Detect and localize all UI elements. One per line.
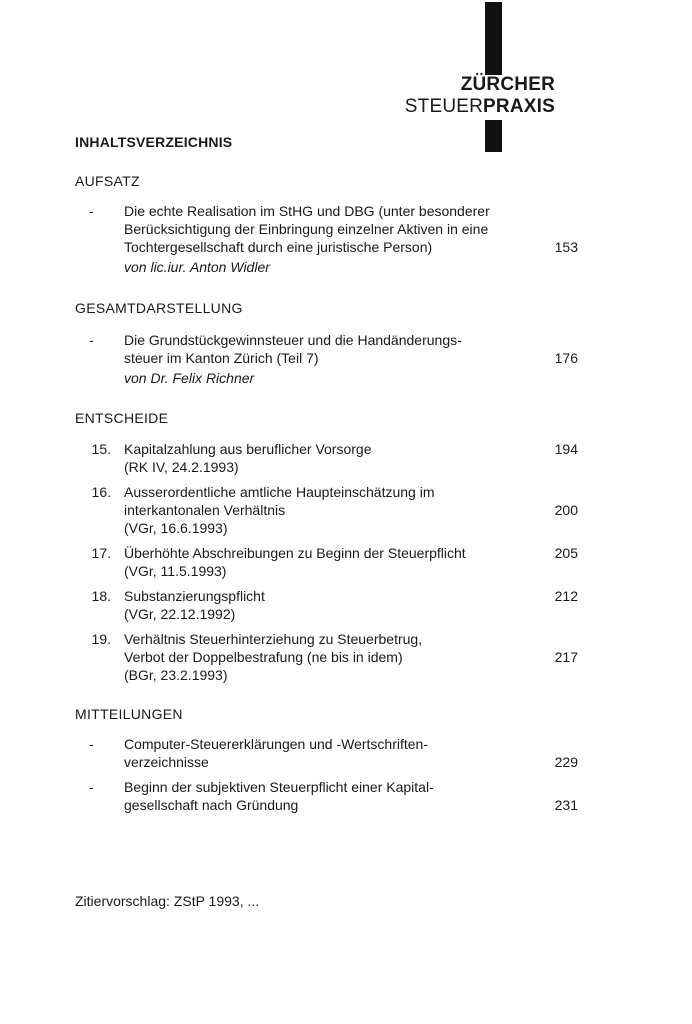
toc-title: INHALTSVERZEICHNIS xyxy=(75,134,233,150)
logo-line2-bold: PRAXIS xyxy=(483,96,555,117)
section-heading-gesamtdarstellung: GESAMTDARSTELLUNG xyxy=(75,300,243,316)
entry-line: Die Grundstückgewinnsteuer und die Handänderungs- xyxy=(124,332,462,348)
entry-text xyxy=(124,735,544,771)
entry-page-number: 194 xyxy=(554,441,578,457)
entry-page-number: 176 xyxy=(554,350,578,366)
entry-line: Kapitalzahlung aus beruflicher Vorsorge xyxy=(124,441,372,457)
logo-title-line2 xyxy=(405,96,555,118)
entry-marker: - xyxy=(89,203,94,219)
entry-line: steuer im Kanton Zürich (Teil 7) xyxy=(124,350,319,366)
section-heading-aufsatz: AUFSATZ xyxy=(75,173,140,189)
entry-page-number: 229 xyxy=(554,754,578,770)
entry-line: Substanzierungspflicht xyxy=(124,588,265,604)
entry-line: Verbot der Doppelbestrafung (ne bis in idem) xyxy=(124,649,403,665)
entry-line: (VGr, 16.6.1993) xyxy=(124,520,228,536)
entry-page-number: 231 xyxy=(554,797,578,813)
entry-line: Verhältnis Steuerhinterziehung zu Steuerbetrug, xyxy=(124,631,423,647)
entry-page-number: 217 xyxy=(554,649,578,665)
entry-line: verzeichnisse xyxy=(124,754,209,770)
citation-suggestion: Zitiervorschlag: ZStP 1993, ... xyxy=(75,893,260,909)
entry-text xyxy=(124,630,544,684)
entry-line: interkantonalen Verhältnis xyxy=(124,502,286,518)
logo-line2-regular: STEUER xyxy=(404,96,484,117)
entry-marker: - xyxy=(89,736,94,752)
entry-text xyxy=(124,331,544,387)
entry-text xyxy=(124,483,544,537)
section-heading-mitteilungen: MITTEILUNGEN xyxy=(75,706,183,722)
entry-line: Berücksichtigung der Einbringung einzelner Aktiven in eine xyxy=(124,221,489,237)
entry-page-number: 212 xyxy=(554,588,578,604)
entry-text xyxy=(124,202,544,276)
entry-page-number: 200 xyxy=(554,502,578,518)
entry-line: Beginn der subjektiven Steuerpflicht einer Kapital- xyxy=(124,779,434,795)
entry-author: von lic.iur. Anton Widler xyxy=(124,259,270,275)
entry-number: 19. xyxy=(91,631,111,647)
entry-line: gesellschaft nach Gründung xyxy=(124,797,299,813)
section-heading-entscheide: ENTSCHEIDE xyxy=(75,410,169,426)
entry-number: 18. xyxy=(91,588,111,604)
entry-number: 16. xyxy=(91,484,111,500)
entry-line: (VGr, 11.5.1993) xyxy=(124,563,227,579)
entry-text xyxy=(124,778,544,814)
entry-number: 15. xyxy=(91,441,111,457)
entry-line: Die echte Realisation im StHG und DBG (unter besonderer xyxy=(124,203,490,219)
entry-line: Tochtergesellschaft durch eine juristische Person) xyxy=(124,239,433,255)
entry-line: (BGr, 23.2.1993) xyxy=(124,667,228,683)
entry-text xyxy=(124,587,544,623)
entry-line: Ausserordentliche amtliche Haupteinschätzung im xyxy=(124,484,435,500)
entry-text xyxy=(124,440,544,476)
entry-line: Computer-Steuererklärungen und -Wertschriften- xyxy=(124,736,428,752)
entry-line: (RK IV, 24.2.1993) xyxy=(124,459,239,475)
entry-page-number: 153 xyxy=(554,239,578,255)
entry-marker: - xyxy=(89,779,94,795)
entry-text xyxy=(124,544,544,580)
entry-author: von Dr. Felix Richner xyxy=(124,370,255,386)
entry-line: (VGr, 22.12.1992) xyxy=(124,606,236,622)
logo-bar-top xyxy=(485,2,502,75)
entry-marker: - xyxy=(89,332,94,348)
logo-bar-bottom xyxy=(485,120,502,152)
logo-title-line1: ZÜRCHER xyxy=(460,74,555,95)
entry-line: Überhöhte Abschreibungen zu Beginn der Steuerpflicht xyxy=(124,545,466,561)
entry-number: 17. xyxy=(91,545,111,561)
entry-page-number: 205 xyxy=(554,545,578,561)
